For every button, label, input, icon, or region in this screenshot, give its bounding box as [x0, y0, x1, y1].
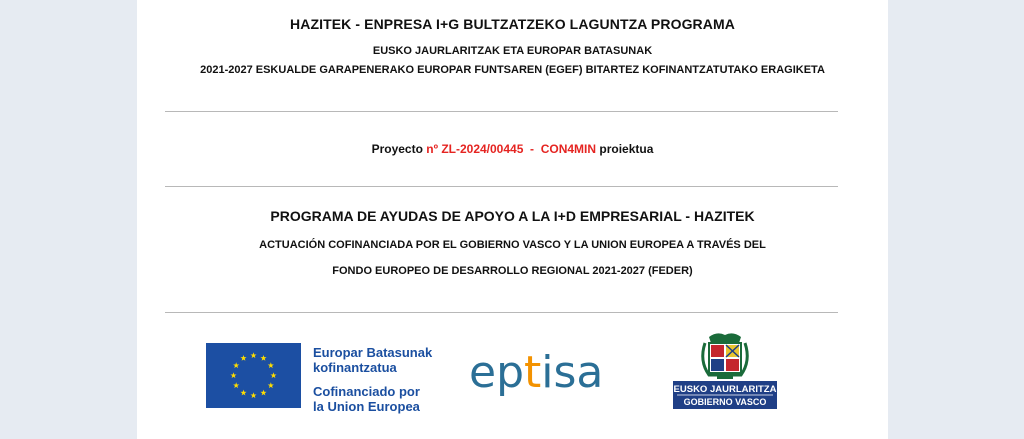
project-number: nº ZL-2024/00445 [426, 142, 524, 156]
project-line [137, 142, 888, 156]
basque-government-logo [669, 331, 781, 411]
eptisa-part-3: isa [541, 347, 604, 398]
subtitle-line-2: 2021-2027 ESKUALDE GARAPENERAKO EUROPAR FUNTSAREN (EGEF) BITARTEZ KOFINANTZATUTAKO ERAGIKETA [200, 64, 825, 76]
divider [165, 186, 838, 187]
eu-text-line-1: Europar Batasunak [313, 345, 433, 360]
document-page [137, 0, 888, 439]
eu-text-line-4: la Union Europea [313, 399, 420, 414]
eu-cofinanced-text [313, 345, 432, 414]
project-suffix: proiektua [596, 142, 654, 156]
program-line-1: ACTUACIÓN COFINANCIADA POR EL GOBIERNO VASCO Y LA UNION EUROPEA A TRAVÉS DEL [259, 239, 766, 251]
eptisa-logo [467, 345, 617, 405]
eu-text-line-2: kofinantzatua [313, 360, 397, 375]
eu-flag-icon [206, 343, 301, 408]
main-title: HAZITEK - ENPRESA I+G BULTZATZEKO LAGUNTZA PROGRAMA [290, 16, 735, 32]
project-separator: - [523, 142, 541, 156]
subtitle-line-1: EUSKO JAURLARITZAK ETA EUROPAR BATASUNAK [372, 45, 653, 57]
eptisa-part-2: t [524, 347, 542, 398]
program-title: PROGRAMA DE AYUDAS DE APOYO A LA I+D EMPRESARIAL - HAZITEK [270, 208, 755, 224]
divider [165, 111, 838, 112]
basque-line-2: GOBIERNO VASCO [683, 397, 767, 407]
svg-text:eptisa [469, 347, 603, 398]
project-name: CON4MIN [540, 142, 597, 156]
program-line-2: FONDO EUROPEO DE DESARROLLO REGIONAL 2021-2027 (FEDER) [332, 265, 693, 277]
basque-line-1: EUSKO JAURLARITZA [673, 384, 777, 395]
basque-coat-of-arms-icon [703, 333, 748, 379]
project-prefix: Proyecto [371, 142, 427, 156]
eu-text-line-3: Cofinanciado por [313, 384, 420, 399]
eptisa-part-1: ep [469, 347, 524, 398]
divider [165, 312, 838, 313]
